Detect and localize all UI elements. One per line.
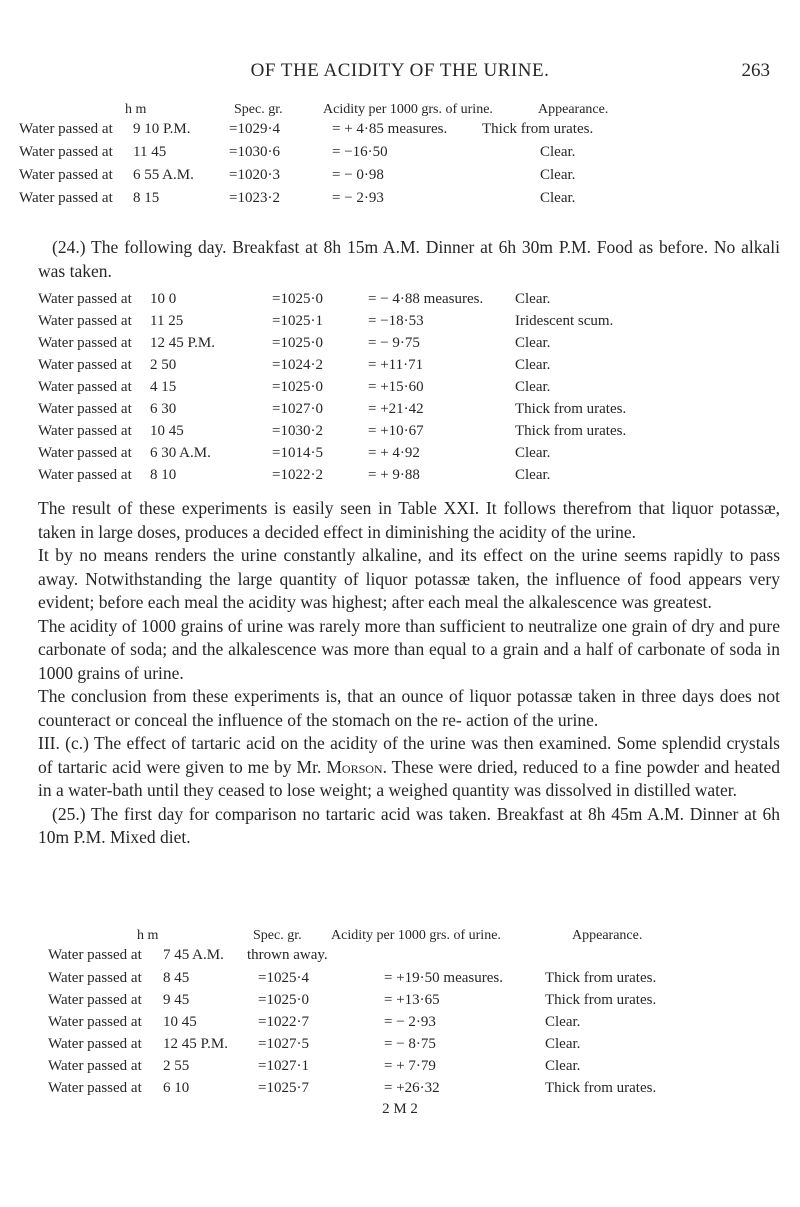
row-appearance: Clear. [515, 379, 551, 395]
row-spec: =1020·3 [229, 167, 280, 183]
row-time: 6 30 [150, 401, 177, 417]
row-label: Water passed at [48, 947, 142, 963]
paragraph: The result of these experiments is easily seen in Table XXI. It follows therefrom that liquor potassæ, taken in large doses, produces a decided effect in diminishing the acidity of the urine. [38, 498, 780, 542]
row-spec: =1025·7 [258, 1080, 309, 1096]
row-appearance: Thick from urates. [482, 121, 594, 137]
row-label: Water passed at [48, 1080, 142, 1096]
row-time: 7 45 A.M. [163, 947, 224, 963]
row-appearance: Clear. [540, 167, 576, 183]
row-time: 4 15 [150, 379, 177, 395]
row-appearance: Clear. [515, 335, 551, 351]
paragraph: The conclusion from these experiments is, that an ounce of liquor potassæ taken in three days does not counteract or conceal the influence of the stomach on the re- action of the urine. [38, 686, 780, 730]
row-label: Water passed at [38, 401, 132, 417]
row-time: 12 45 P.M. [163, 1036, 229, 1052]
row-appearance: Clear. [540, 190, 576, 206]
header-hm: h m [137, 928, 159, 943]
header-spec: Spec. gr. [253, 928, 302, 943]
row-acidity: = +13·65 [384, 992, 440, 1008]
paragraph: (25.) The first day for comparison no tartaric acid was taken. Breakfast at 8h 45m A.M. Dinner at 6h 10m P.M. Mixed diet. [38, 803, 780, 847]
row-spec: =1027·0 [272, 401, 323, 417]
row-label: Water passed at [48, 1014, 142, 1030]
row-label: Water passed at [48, 1036, 142, 1052]
header-acidity: Acidity per 1000 grs. of urine. [323, 102, 493, 117]
row-acidity: = + 4·85 measures. [332, 121, 448, 137]
row-appearance: Clear. [540, 144, 576, 160]
row-time: 10 45 [150, 423, 184, 439]
row-time: 8 15 [133, 190, 160, 206]
row-appearance: Clear. [545, 1014, 581, 1030]
row-appearance: Iridescent scum. [515, 313, 614, 329]
page-number: 263 [741, 60, 770, 81]
row-appearance: Clear. [515, 467, 551, 483]
row-label: Water passed at [48, 992, 142, 1008]
row-label: Water passed at [38, 313, 132, 329]
row-label: Water passed at [48, 970, 142, 986]
row-spec: =1030·6 [229, 144, 280, 160]
row-label: Water passed at [19, 121, 113, 137]
row-spec: =1025·1 [272, 313, 323, 329]
row-acidity: = +26·32 [384, 1080, 440, 1096]
row-spec: =1022·7 [258, 1014, 309, 1030]
row-acidity: = −18·53 [368, 313, 424, 329]
row-spec: =1022·2 [272, 467, 323, 483]
table-1 [0, 102, 800, 212]
row-time: 2 50 [150, 357, 177, 373]
row-appearance: Thick from urates. [545, 1080, 657, 1096]
row-appearance: Clear. [515, 357, 551, 373]
row-spec: =1027·5 [258, 1036, 309, 1052]
paragraph [38, 732, 780, 803]
header-appearance: Appearance. [572, 928, 643, 943]
row-spec: =1023·2 [229, 190, 280, 206]
row-label: Water passed at [38, 467, 132, 483]
row-label: Water passed at [38, 379, 132, 395]
row-acidity: = − 4·88 measures. [368, 291, 484, 307]
row-time: 12 45 P.M. [150, 335, 216, 351]
row-time: 6 55 A.M. [133, 167, 194, 183]
header-acidity: Acidity per 1000 grs. of urine. [331, 928, 501, 943]
row-time: 6 10 [163, 1080, 190, 1096]
table-3 [0, 928, 800, 1096]
paragraph-part: III. (c.) The effect of tartaric acid on the acidity of the urine was then examined. Some splendid crystals of tartaric acid were given to me by Mr. [38, 733, 780, 777]
row-label: Water passed at [19, 190, 113, 206]
row-time: 8 45 [163, 970, 190, 986]
row-time: 2 55 [163, 1058, 190, 1074]
row-acidity: = − 2·93 [384, 1014, 436, 1030]
row-time: 11 25 [150, 313, 184, 329]
row-acidity: = +15·60 [368, 379, 424, 395]
row-acidity: = +11·71 [368, 357, 424, 373]
header-hm: h m [125, 102, 147, 117]
row-acidity: = − 9·75 [368, 335, 420, 351]
row-spec: =1027·1 [258, 1058, 309, 1074]
paragraph-text: (24.) The following day. Breakfast at 8h 15m A.M. Dinner at 6h 30m P.M. Food as before. No alkali was taken. [38, 237, 780, 281]
row-label: Water passed at [38, 445, 132, 461]
row-time: 11 45 [133, 144, 167, 160]
row-acidity: = − 0·98 [332, 167, 384, 183]
row-spec: =1029·4 [229, 121, 280, 137]
row-time: 9 45 [163, 992, 190, 1008]
row-spec: =1025·0 [272, 291, 323, 307]
row-acidity: = + 9·88 [368, 467, 420, 483]
signature-mark: 2 M 2 [382, 1101, 418, 1117]
row-spec: =1024·2 [272, 357, 323, 373]
row-acidity: = − 8·75 [384, 1036, 436, 1052]
row-appearance: Clear. [545, 1058, 581, 1074]
row-spec: =1030·2 [272, 423, 323, 439]
header-appearance: Appearance. [538, 102, 609, 117]
row-spec: =1025·0 [272, 335, 323, 351]
row-label: Water passed at [38, 423, 132, 439]
row-acidity: = −16·50 [332, 144, 388, 160]
row-acidity: = + 4·92 [368, 445, 420, 461]
row-time: 10 45 [163, 1014, 197, 1030]
row-acidity: = +19·50 measures. [384, 970, 503, 986]
row-acidity: = +10·67 [368, 423, 424, 439]
row-note: thrown away. [247, 947, 328, 963]
running-head: OF THE ACIDITY OF THE URINE. [250, 60, 550, 81]
body-text [38, 497, 780, 850]
row-appearance: Thick from urates. [545, 970, 657, 986]
row-time: 6 30 A.M. [150, 445, 211, 461]
row-appearance: Clear. [545, 1036, 581, 1052]
row-spec: =1025·4 [258, 970, 309, 986]
row-label: Water passed at [38, 291, 132, 307]
table-2 [0, 291, 800, 491]
row-acidity: = − 2·93 [332, 190, 384, 206]
row-spec: =1014·5 [272, 445, 323, 461]
header-spec: Spec. gr. [234, 102, 283, 117]
person-name: Morson [326, 756, 383, 777]
row-spec: =1025·0 [258, 992, 309, 1008]
row-label: Water passed at [48, 1058, 142, 1074]
row-appearance: Thick from urates. [515, 423, 627, 439]
paragraph: The acidity of 1000 grains of urine was rarely more than sufficient to neutralize one grain of dry and pure carbonate of soda; and the alkalescence was more than equal to a grain and a half of carbonate of soda in 1000 grains of urine. [38, 615, 780, 683]
row-appearance: Clear. [515, 445, 551, 461]
row-acidity: = + 7·79 [384, 1058, 436, 1074]
row-label: Water passed at [38, 335, 132, 351]
row-appearance: Clear. [515, 291, 551, 307]
row-label: Water passed at [38, 357, 132, 373]
row-label: Water passed at [19, 167, 113, 183]
row-appearance: Thick from urates. [545, 992, 657, 1008]
row-time: 9 10 P.M. [133, 121, 191, 137]
row-time: 8 10 [150, 467, 177, 483]
paragraph-part: . These were dried, reduced to a fine powder and heated in a water-bath until they ceased to lose weight; a weighed quantity was dissolved in distilled water. [38, 756, 781, 800]
row-acidity: = +21·42 [368, 401, 424, 417]
row-appearance: Thick from urates. [515, 401, 627, 417]
paragraph-24 [38, 236, 780, 283]
row-time: 10 0 [150, 291, 177, 307]
row-spec: =1025·0 [272, 379, 323, 395]
row-label: Water passed at [19, 144, 113, 160]
paragraph: It by no means renders the urine constantly alkaline, and its effect on the urine seems rapidly to pass away. Notwithstanding the large quantity of liquor potassæ taken, the influence of food appears very evident; before each meal the acidity was highest; after each meal the alkalescence was greatest. [38, 545, 780, 612]
page-header [0, 60, 800, 90]
